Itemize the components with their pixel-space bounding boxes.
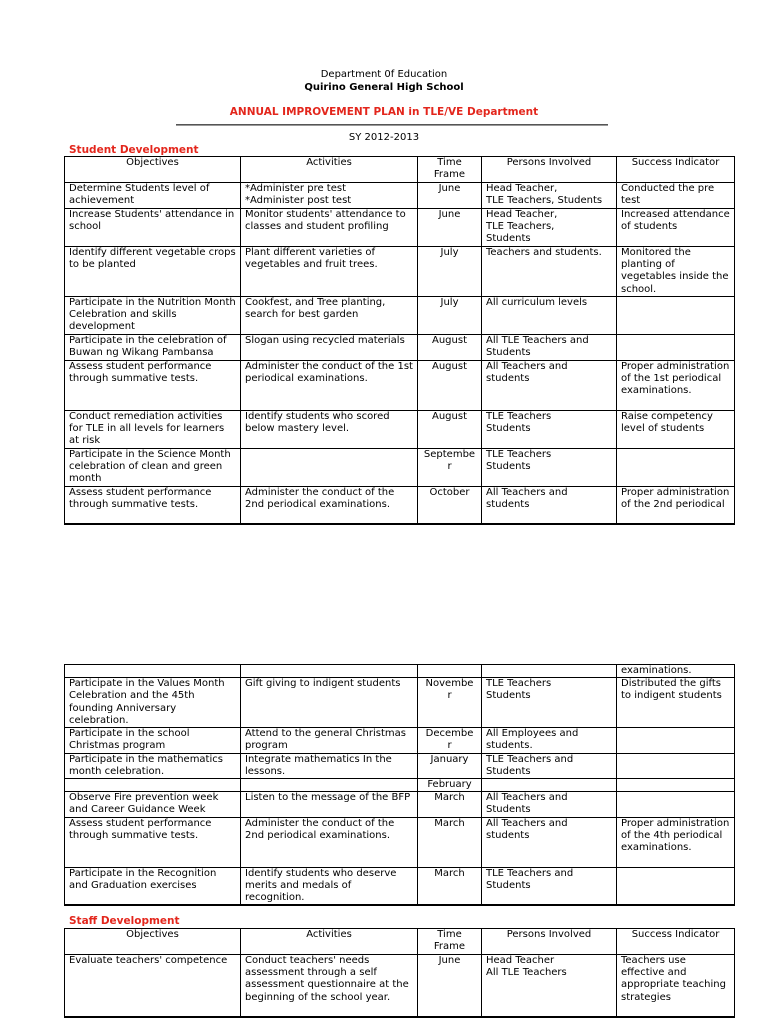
persons-involved-cell: All TLE Teachers and Students [482,334,617,360]
persons-involved-cell: TLE Teachers Students [482,678,617,728]
time-frame-cell [418,665,482,678]
table-header-row [65,929,735,955]
success-indicator-cell [617,779,735,792]
objective-cell: Identify different vegetable crops to be planted [65,247,241,297]
title-rule [176,124,608,125]
table-row [65,817,735,867]
time-frame-cell: August [418,334,482,360]
time-frame-cell: August [418,360,482,410]
table-row [65,665,735,678]
objective-cell: Increase Students' attendance in school [65,209,241,247]
objective-cell [65,779,241,792]
objective-cell: Participate in the Recognition and Graduation exercises [65,867,241,905]
persons-involved-cell: TLE Teachers and Students [482,753,617,778]
activity-cell: Monitor students' attendance to classes and student profiling [241,209,418,247]
school-year: SY 2012-2013 [348,132,420,143]
persons-involved-cell: Head Teacher, TLE Teachers, Students [482,209,617,247]
time-frame-cell: June [418,183,482,209]
activity-cell: Slogan using recycled materials [241,334,418,360]
activity-cell: Administer the conduct of the 1st periodical examinations. [241,360,418,410]
success-indicator-cell: Distributed the gifts to indigent students [617,678,735,728]
activity-cell: *Administer pre test *Administer post test [241,183,418,209]
success-indicator-cell [617,728,735,753]
persons-involved-cell: TLE Teachers and Students [482,867,617,905]
success-indicator-cell: Increased attendance of students [617,209,735,247]
persons-involved-cell: Head Teacher All TLE Teachers [482,955,617,1017]
plan-title: ANNUAL IMPROVEMENT PLAN in TLE/VE Department [229,106,539,118]
time-frame-cell: October [418,486,482,524]
column-header-activities: Activities [241,157,418,183]
persons-involved-cell: All Teachers and Students [482,792,617,817]
persons-involved-cell: All Teachers and students [482,486,617,524]
table-row [65,486,735,524]
activity-cell [241,665,418,678]
success-indicator-cell [617,448,735,486]
staff-development-table [64,928,735,1018]
persons-involved-cell: Teachers and students. [482,247,617,297]
objective-cell: Observe Fire prevention week and Career Guidance Week [65,792,241,817]
activity-cell: Attend to the general Christmas program [241,728,418,753]
table-row [65,334,735,360]
success-indicator-cell [617,296,735,334]
success-indicator-cell: Raise competency level of students [617,410,735,448]
table-row [65,247,735,297]
table-row [65,209,735,247]
objective-cell: Determine Students level of achievement [65,183,241,209]
activity-cell: Cookfest, and Tree planting, search for best garden [241,296,418,334]
success-indicator-cell: Monitored the planting of vegetables inside the school. [617,247,735,297]
objective-cell: Evaluate teachers' competence [65,955,241,1017]
success-indicator-cell: Teachers use effective and appropriate teaching strategies [617,955,735,1017]
time-frame-cell: March [418,792,482,817]
objective-cell: Assess student performance through summative tests. [65,817,241,867]
column-header-persons-involved: Persons Involved [482,929,617,955]
persons-involved-cell: TLE Teachers Students [482,410,617,448]
column-header-time-frame: Time Frame [418,157,482,183]
time-frame-cell: Septembe r [418,448,482,486]
activity-cell: Administer the conduct of the 2nd periodical examinations. [241,486,418,524]
column-header-objectives: Objectives [65,929,241,955]
staff-development-title: Staff Development [69,915,180,927]
activity-cell [241,779,418,792]
column-header-activities: Activities [241,929,418,955]
table-row [65,296,735,334]
persons-involved-cell: All curriculum levels [482,296,617,334]
activity-cell: Plant different varieties of vegetables and fruit trees. [241,247,418,297]
success-indicator-cell: Proper administration of the 1st periodical examinations. [617,360,735,410]
objective-cell: Participate in the Science Month celebration of clean and green month [65,448,241,486]
objective-cell: Participate in the school Christmas program [65,728,241,753]
activity-cell: Gift giving to indigent students [241,678,418,728]
column-header-persons-involved: Persons Involved [482,157,617,183]
persons-involved-cell: TLE Teachers Students [482,448,617,486]
time-frame-cell: August [418,410,482,448]
table-row [65,792,735,817]
persons-involved-cell: All Employees and students. [482,728,617,753]
table-row [65,728,735,753]
success-indicator-cell: examinations. [617,665,735,678]
objective-cell [65,665,241,678]
objective-cell: Participate in the mathematics month celebration. [65,753,241,778]
persons-involved-cell: Head Teacher, TLE Teachers, Students [482,183,617,209]
objective-cell: Participate in the Nutrition Month Celebration and skills development [65,296,241,334]
time-frame-cell: March [418,867,482,905]
table-row [65,410,735,448]
column-header-time-frame: Time Frame [418,929,482,955]
time-frame-cell: July [418,247,482,297]
column-header-success-indicator: Success Indicator [617,929,735,955]
table-row [65,678,735,728]
success-indicator-cell [617,753,735,778]
time-frame-cell: July [418,296,482,334]
table-header-row [65,157,735,183]
activity-cell: Administer the conduct of the 2nd periodical examinations. [241,817,418,867]
activity-cell: Identify students who deserve merits and medals of recognition. [241,867,418,905]
success-indicator-cell: Conducted the pre test [617,183,735,209]
persons-involved-cell [482,779,617,792]
time-frame-cell: January [418,753,482,778]
success-indicator-cell: Proper administration of the 2nd periodical [617,486,735,524]
success-indicator-cell [617,867,735,905]
department-name: Department 0f Education [320,69,448,80]
persons-involved-cell [482,665,617,678]
time-frame-cell: March [418,817,482,867]
activity-cell: Integrate mathematics In the lessons. [241,753,418,778]
activity-cell: Conduct teachers' needs assessment through a self assessment questionnaire at the beginning of the school year. [241,955,418,1017]
student-development-table [64,156,735,525]
table-row [65,779,735,792]
student-development-title: Student Development [69,144,199,156]
table-row [65,183,735,209]
table-row [65,955,735,1017]
objective-cell: Conduct remediation activities for TLE in all levels for learners at risk [65,410,241,448]
success-indicator-cell: Proper administration of the 4th periodical examinations. [617,817,735,867]
objective-cell: Assess student performance through summative tests. [65,360,241,410]
objective-cell: Participate in the Values Month Celebration and the 45th founding Anniversary celebration. [65,678,241,728]
activity-cell: Listen to the message of the BFP [241,792,418,817]
time-frame-cell: June [418,955,482,1017]
student-development-table-continued [64,664,735,906]
activity-cell [241,448,418,486]
time-frame-cell: Decembe r [418,728,482,753]
activity-cell: Identify students who scored below mastery level. [241,410,418,448]
objective-cell: Participate in the celebration of Buwan ng Wikang Pambansa [65,334,241,360]
time-frame-cell: June [418,209,482,247]
table-row [65,867,735,905]
persons-involved-cell: All Teachers and students [482,817,617,867]
school-name: Quirino General High School [304,82,464,93]
time-frame-cell: Novembe r [418,678,482,728]
success-indicator-cell [617,334,735,360]
table-row [65,448,735,486]
time-frame-cell: February [418,779,482,792]
persons-involved-cell: All Teachers and students [482,360,617,410]
objective-cell: Assess student performance through summative tests. [65,486,241,524]
table-row [65,360,735,410]
table-row [65,753,735,778]
column-header-objectives: Objectives [65,157,241,183]
success-indicator-cell [617,792,735,817]
column-header-success-indicator: Success Indicator [617,157,735,183]
